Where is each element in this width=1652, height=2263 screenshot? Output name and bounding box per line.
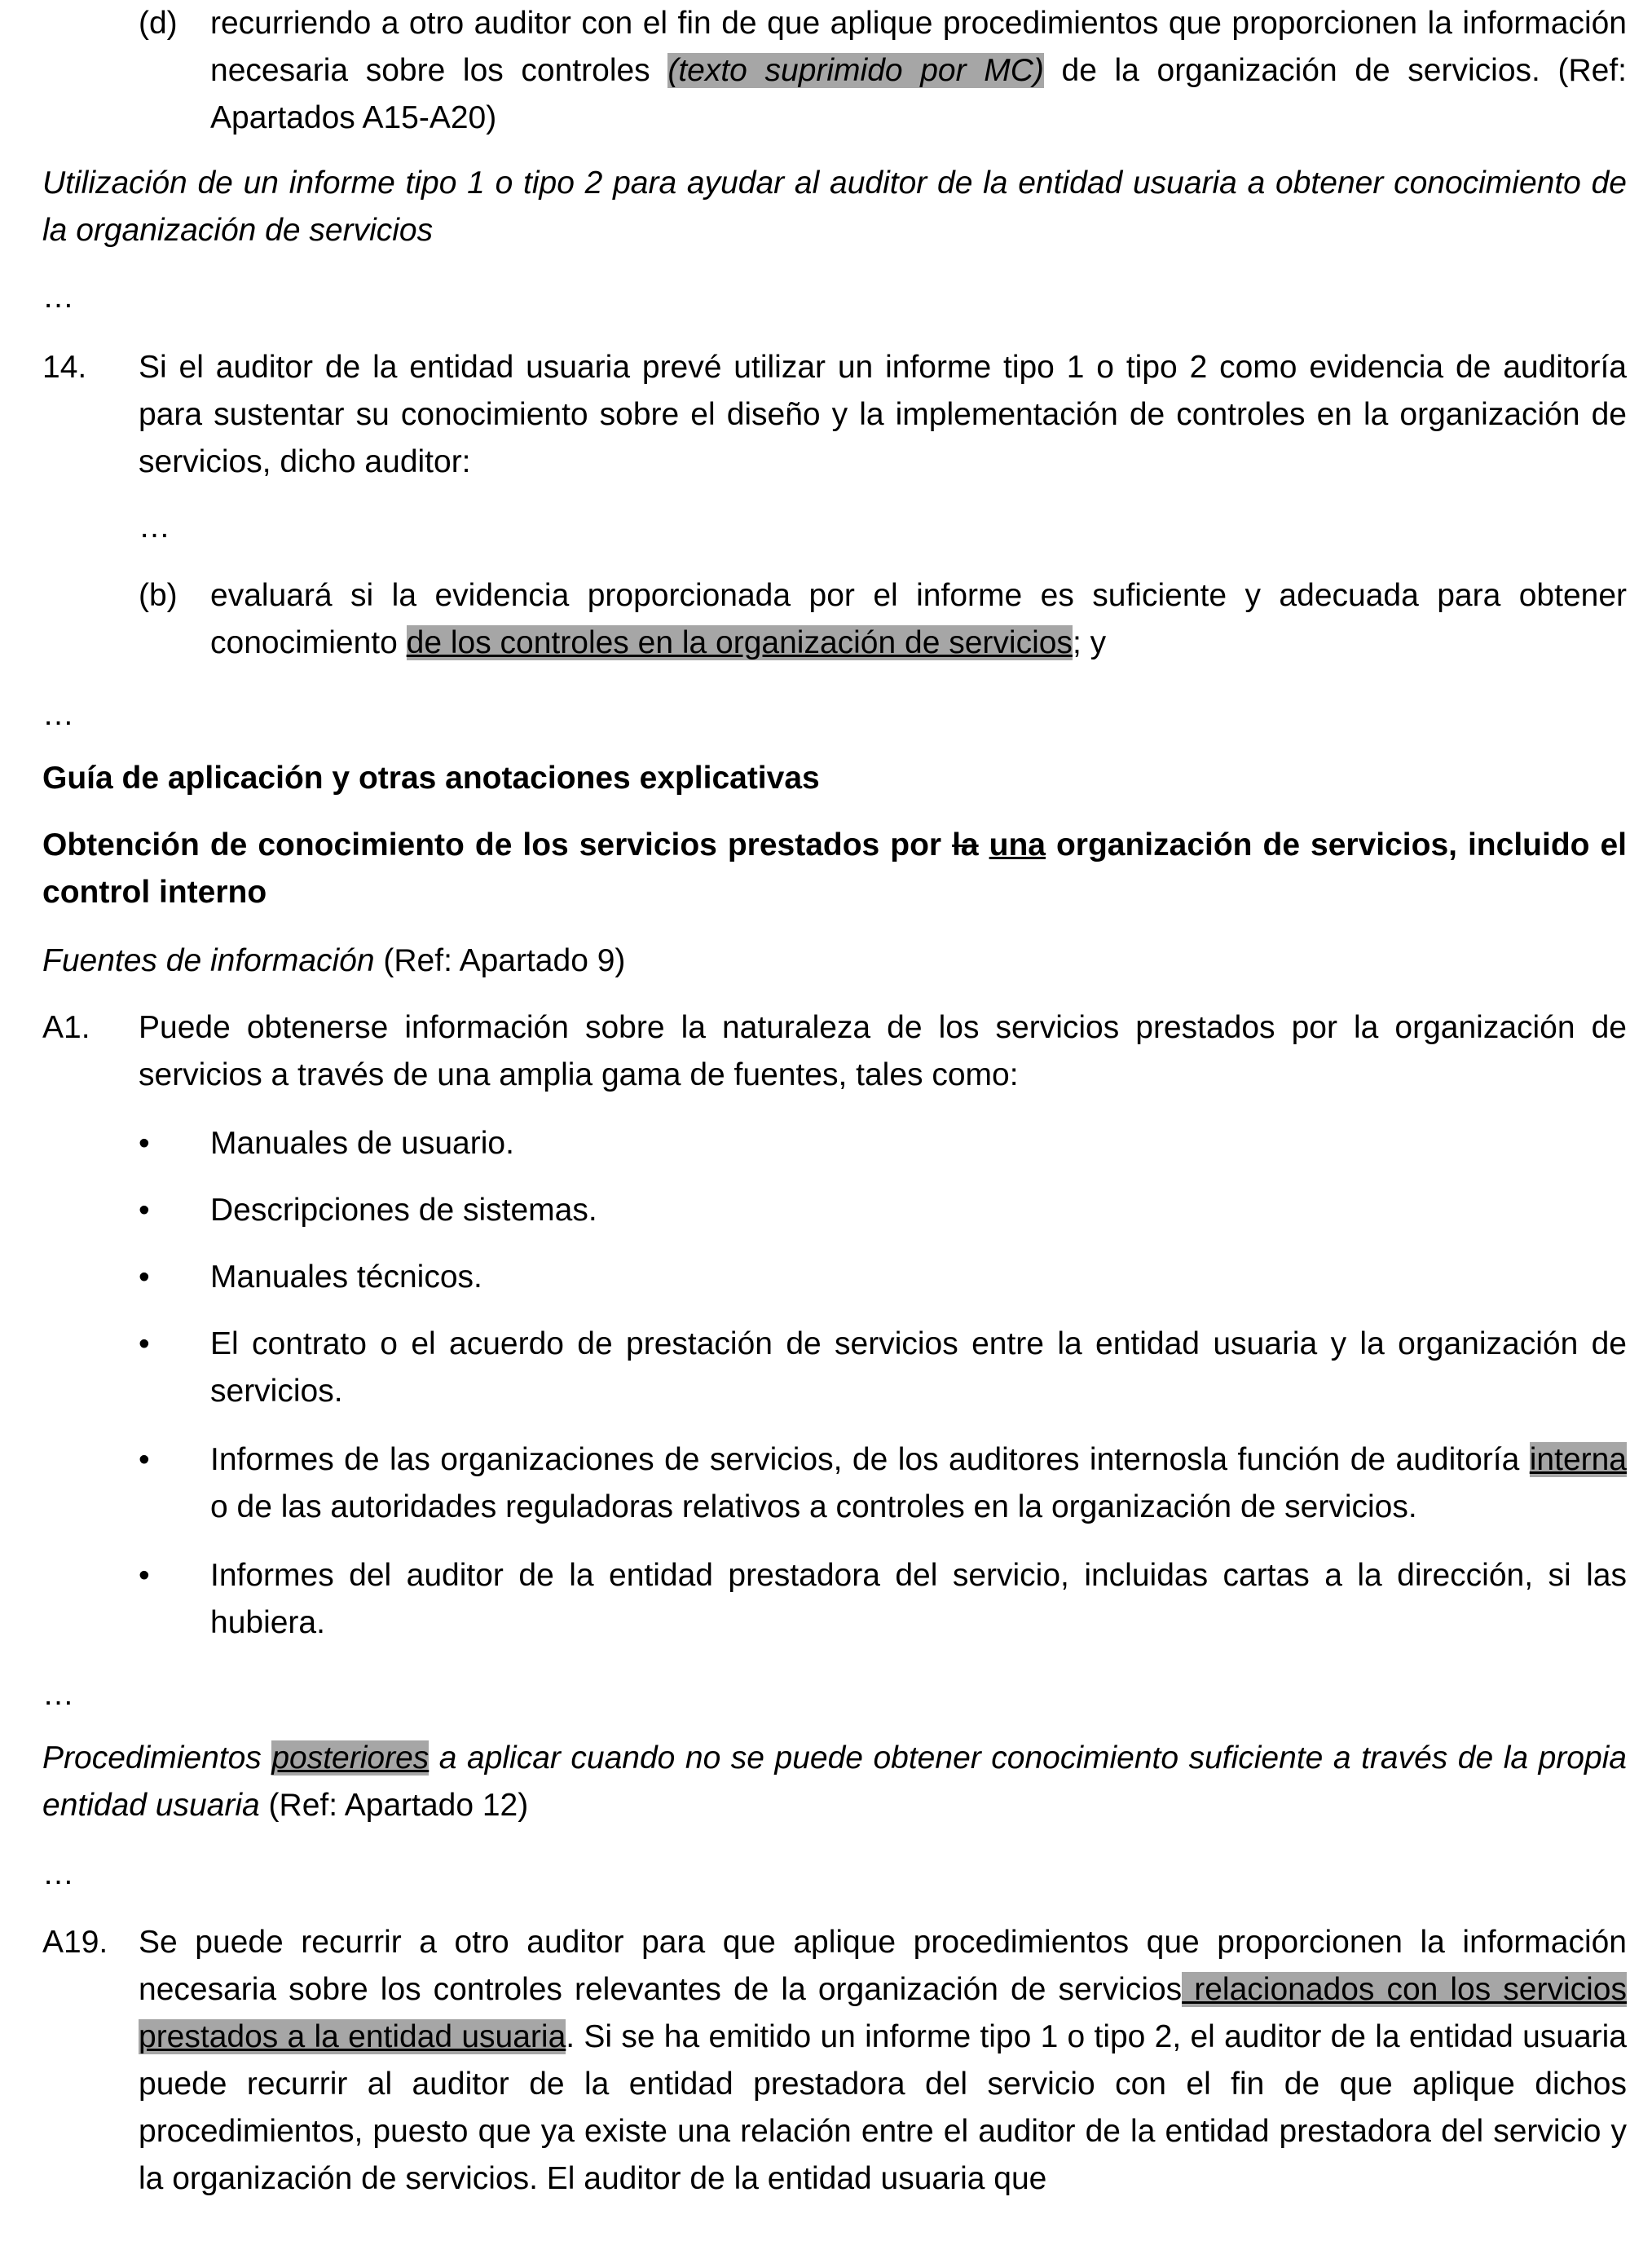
paragraph-14: [42, 344, 1627, 486]
item-label: (b): [139, 578, 178, 613]
item-text: evaluará si la evidencia proporcionada por el informe es suficiente y adecuada para obtener conocimiento de los controles en la organización de servicios; y: [210, 578, 1627, 660]
paragraph-number: A19.: [42, 1925, 108, 1960]
list-item-b: [139, 572, 1627, 667]
list-item-d: [139, 0, 1627, 142]
paragraph-number: 14.: [42, 350, 87, 385]
paragraph-text: Puede obtenerse información sobre la naturaleza de los servicios prestados por la organización de servicios a través de una amplia gama de fuentes, tales como:: [139, 1010, 1627, 1092]
subheading-procedures: Procedimientos posteriores a aplicar cuando no se puede obtener conocimiento suficiente a través de la propia entidad usuaria (Ref: Apartado 12): [42, 1740, 1627, 1823]
ellipsis: …: [42, 1677, 74, 1712]
item-label: (d): [139, 6, 178, 41]
highlighted-text: posteriores: [271, 1740, 430, 1776]
bullet-item: • El contrato o el acuerdo de prestación de servicios entre la entidad usuaria y la organización de servicios.: [139, 1326, 1627, 1409]
struck-text: la: [952, 827, 979, 862]
paragraph-a1: [42, 1004, 1627, 1099]
ellipsis: …: [42, 697, 74, 732]
ellipsis: …: [42, 280, 74, 315]
highlighted-text: relacionados con los servicios prestados a la entidad usuaria: [139, 1972, 1627, 2054]
inserted-text: una: [989, 827, 1046, 862]
ellipsis: …: [139, 510, 170, 545]
subheading-sources: Fuentes de información (Ref: Apartado 9): [42, 943, 626, 978]
highlighted-text: de los controles en la organización de servicios: [406, 625, 1073, 660]
paragraph-a19: [42, 1919, 1627, 2203]
paragraph-number: A1.: [42, 1010, 90, 1045]
ellipsis: …: [42, 1856, 74, 1891]
section-heading: Guía de aplicación y otras anotaciones explicativas: [42, 761, 820, 796]
subheading: Utilización de un informe tipo 1 o tipo 2 para ayudar al auditor de la entidad usuaria a obtener conocimiento de la organización de servicios: [42, 165, 1627, 248]
item-text: recurriendo a otro auditor con el fin de que aplique procedimientos que proporcionen la información necesaria sobre los controles (texto suprimido por MC) de la organización de servicios. (Ref: Apartados A15-A20): [210, 6, 1627, 135]
bullet-item: • Descripciones de sistemas.: [139, 1193, 597, 1228]
paragraph-text: Se puede recurrir a otro auditor para que aplique procedimientos que proporcionen la información necesaria sobre los controles relevantes de la organización de servicios relacionados con los servicios prestados a la entidad usuaria. Si se ha emitido un informe tipo 1 o tipo 2, el auditor de la entidad usuaria puede recurrir al auditor de la entidad prestadora del servicio con el fin de que aplique dichos procedimientos, puesto que ya existe una relación entre el auditor de la entidad prestadora del servicio y la organización de servicios. El auditor de la entidad usuaria que: [139, 1925, 1627, 2196]
section-heading-2: Obtención de conocimiento de los servicios prestados por la una organización de servicios, incluido el control interno: [42, 827, 1627, 910]
highlighted-text: interna: [1529, 1442, 1627, 1477]
bullet-item: • Manuales de usuario.: [139, 1126, 514, 1161]
bullet-item: • Manuales técnicos.: [139, 1259, 482, 1295]
paragraph-text: Si el auditor de la entidad usuaria prevé utilizar un informe tipo 1 o tipo 2 como evidencia de auditoría para sustentar su conocimiento sobre el diseño y la implementación de controles en la organización de servicios, dicho auditor:: [139, 350, 1627, 479]
highlighted-text: (texto suprimido por MC): [667, 53, 1044, 88]
bullet-item: • Informes de las organizaciones de servicios, de los auditores internosla función de auditoría interna o de las autoridades reguladoras relativos a controles en la organización de servicios.: [139, 1442, 1627, 1524]
bullet-item: • Informes del auditor de la entidad prestadora del servicio, incluidas cartas a la dirección, si las hubiera.: [139, 1558, 1627, 1640]
